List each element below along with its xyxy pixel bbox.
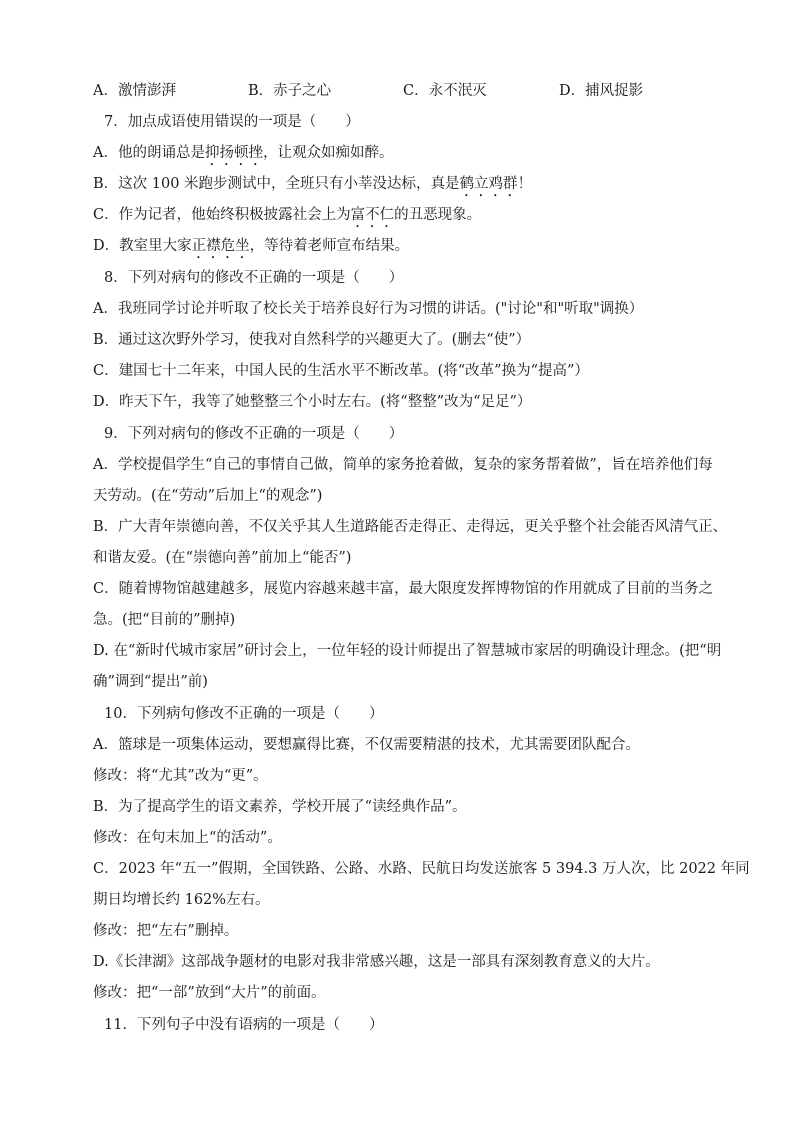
q7-c-text-end: 的丑恶现象。 <box>394 207 482 223</box>
q10-option-c-fix: 修改：把“左右”删掉。 <box>93 923 239 939</box>
q10-option-d[interactable]: D.《长津湖》这部战争题材的电影对我非常感兴趣，这是一部具有深刻教育意义的大片。 <box>93 954 660 970</box>
q10-option-a-fix: 修改：将“尤其”改为“更”。 <box>93 768 268 784</box>
q8-option-a[interactable]: A．我班同学讨论并听取了校长关于培养良好行为习惯的讲话。("讨论"和"听取"调换） <box>93 301 644 317</box>
q9-stem: 9．下列对病句的修改不正确的一项是（ ） <box>104 426 404 442</box>
q7-b-text: B．这次 100 米跑步测试中，全班只有小莘没达标，真是 <box>93 176 460 192</box>
q7-d-text-end: ，等待着老师宣布结果。 <box>249 238 410 254</box>
q11-stem: 11．下列句子中没有语病的一项是（ ） <box>104 1017 384 1033</box>
q7-a-idiom: 抑扬顿挫 <box>204 145 263 161</box>
q10-option-c[interactable]: C．2023 年“五一”假期，全国铁路、公路、水路、民航日均发送旅客 5 394.3 万人次，比 2022 年同 <box>93 861 750 877</box>
q9-option-a[interactable]: A．学校提倡学生“自己的事情自己做，简单的家务抢着做，复杂的家务帮着做”，旨在培养他们每 <box>93 457 713 473</box>
q9-option-b-cont: 和谐友爱。(在“崇德向善”前加上“能否”) <box>93 550 352 566</box>
q8-stem: 8．下列对病句的修改不正确的一项是（ ） <box>104 270 404 286</box>
q6-options <box>93 81 713 101</box>
q8-option-c[interactable]: C．建国七十二年来，中国人民的生活水平不断改革。(将“改革”换为“提高”） <box>93 363 589 379</box>
q10-option-d-fix: 修改：把“一部”放到“大片”的前面。 <box>93 985 326 1001</box>
q7-c-text: C．作为记者，他始终积极披露社会上为 <box>93 207 351 223</box>
q9-option-c[interactable]: C．随着博物馆越建越多，展览内容越来越丰富，最大限度发挥博物馆的作用就成了目前的当务之 <box>93 581 714 597</box>
q7-d-idiom: 正襟危坐 <box>191 238 250 254</box>
q9-option-d-cont: 确”调到“提出”前) <box>93 674 208 690</box>
q7-option-d[interactable] <box>93 236 409 262</box>
q7-a-text-end: ，让观众如痴如醉。 <box>262 145 394 161</box>
q6-option-a[interactable]: A．激情澎湃 <box>93 83 176 99</box>
q8-option-d[interactable]: D．昨天下午，我等了她整整三个小时左右。(将“整整”改为“足足”） <box>93 394 532 410</box>
q10-option-b[interactable]: B．为了提高学生的语文素养，学校开展了“读经典作品”。 <box>93 799 467 815</box>
q7-b-idiom: 鹤立鸡群 <box>459 176 518 192</box>
q7-b-text-end: ！ <box>517 176 533 192</box>
q6-option-d[interactable]: D．捕风捉影 <box>559 83 644 99</box>
q7-d-text: D．教室里大家 <box>93 238 192 254</box>
q10-stem: 10．下列病句修改不正确的一项是（ ） <box>104 706 384 722</box>
q7-c-idiom: 富不仁 <box>350 207 395 223</box>
q6-option-c[interactable]: C．永不泯灭 <box>403 83 487 99</box>
q10-option-a[interactable]: A．篮球是一项集体运动，要想赢得比赛，不仅需要精湛的技术，尤其需要团队配合。 <box>93 737 640 753</box>
q9-option-a-cont: 天劳动。(在“劳动”后加上“的观念”) <box>93 488 323 504</box>
q8-option-b[interactable]: B．通过这次野外学习，使我对自然科学的兴趣更大了。(删去“使”） <box>93 332 531 348</box>
q6-option-b[interactable]: B．赤子之心 <box>248 83 332 99</box>
q7-a-text: A．他的朗诵总是 <box>93 145 205 161</box>
q9-option-b[interactable]: B．广大青年崇德向善，不仅关乎其人生道路能否走得正、走得远，更关乎整个社会能否风清气正、 <box>93 519 728 535</box>
q7-stem: 7．加点成语使用错误的一项是（ ） <box>104 114 360 130</box>
q10-option-c-cont: 期日均增长约 162%左右。 <box>93 892 270 908</box>
q9-option-d[interactable]: D. 在“新时代城市家居”研讨会上，一位年轻的设计师提出了智慧城市家居的明确设计理念。(把“明 <box>93 643 722 659</box>
q7-option-b[interactable] <box>93 174 532 200</box>
q7-option-c[interactable] <box>93 205 481 231</box>
q10-option-b-fix: 修改：在句末加上“的活动”。 <box>93 830 282 846</box>
q9-option-c-cont: 急。(把“目前的”删掉) <box>93 612 236 628</box>
q7-option-a[interactable] <box>93 143 393 169</box>
